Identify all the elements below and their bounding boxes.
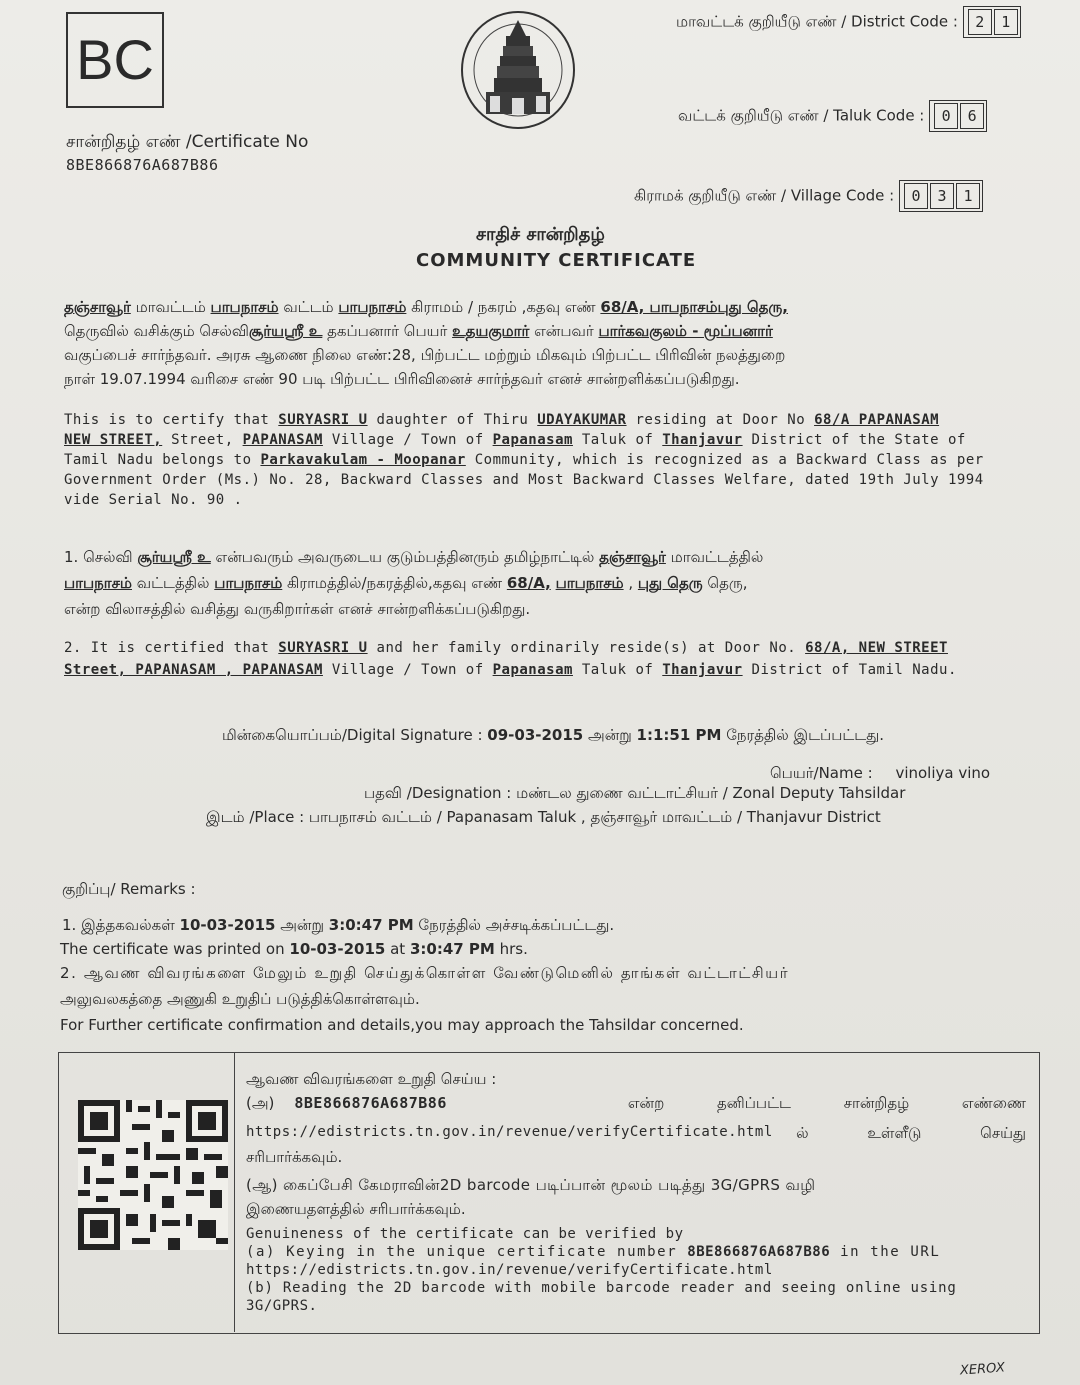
father-name: UDAYAKUMAR bbox=[537, 412, 627, 428]
father-name: உதயகுமார் bbox=[452, 322, 530, 340]
english-para-line: vide Serial No. 90 . bbox=[64, 492, 243, 508]
text: Street, bbox=[162, 432, 243, 448]
tamil-para-line bbox=[64, 322, 1044, 342]
tamil-nadu-emblem-icon bbox=[458, 8, 578, 138]
address: 68/A, NEW STREET bbox=[805, 640, 948, 656]
print-time: 3:0:47 PM bbox=[409, 940, 495, 958]
remark-print-english bbox=[60, 940, 528, 958]
remarks-label: குறிப்பு/ Remarks : bbox=[62, 880, 196, 898]
english-para-line: Government Order (Ms.) No. 28, Backward Classes and Most Backward Classes Welfare, dated 19th July 1994 bbox=[64, 472, 984, 488]
tamil-para-line: நாள் 19.07.1994 வரிசை எண் 90 படி பிற்பட்ட பிரிவினைச் சார்ந்தவர் எனச் சான்றளிக்கப்படுகிறது. bbox=[64, 370, 740, 388]
taluk-code-row bbox=[678, 100, 987, 132]
text: Taluk of bbox=[572, 662, 663, 678]
text: Village / Town of bbox=[322, 432, 493, 448]
community-name: பார்கவகுலம் - மூப்பனார் bbox=[598, 322, 773, 340]
text: மாவட்டத்தில் bbox=[665, 548, 764, 566]
signatory-name: vinoliya vino bbox=[895, 764, 991, 782]
code-digit: 0 bbox=[904, 183, 928, 209]
verify-line: சரிபார்க்கவும். bbox=[246, 1148, 343, 1166]
text: at bbox=[385, 940, 410, 958]
community-name: Parkavakulam - Moopanar bbox=[260, 452, 466, 468]
district-code-label: மாவட்டக் குறியீடு எண் / District Code : bbox=[676, 12, 958, 31]
verify-english-line: 3G/GPRS. bbox=[246, 1298, 318, 1314]
verify-line: இணையதளத்தில் சரிபார்க்கவும். bbox=[246, 1200, 466, 1218]
category-badge: BC bbox=[66, 12, 164, 108]
address: 68/A, பாபநாசம்புது தெரு, bbox=[600, 298, 788, 316]
taluk-name: Papanasam bbox=[492, 662, 573, 678]
taluk-code-label: வட்டக் குறியீடு எண் / Taluk Code : bbox=[678, 106, 925, 125]
text: (அ) bbox=[246, 1094, 275, 1112]
english-para-line bbox=[64, 432, 1044, 448]
street-name: Street, PAPANASAM , PAPANASAM bbox=[64, 662, 323, 678]
tamil-para-line bbox=[64, 298, 1044, 318]
signature-time: 1:1:51 PM bbox=[636, 726, 722, 744]
verify-english-line bbox=[246, 1244, 940, 1260]
english-para-line bbox=[64, 452, 1044, 468]
signature-date: 09-03-2015 bbox=[487, 726, 584, 744]
code-digit: 3 bbox=[930, 183, 954, 209]
text: This is to certify that bbox=[64, 412, 279, 428]
name-label: பெயர்/Name : bbox=[770, 764, 873, 782]
text: தெருவில் வசிக்கும் செல்வி bbox=[64, 322, 249, 340]
district-code-row bbox=[676, 6, 1021, 38]
title-tamil: சாதிச் சான்றிதழ் bbox=[476, 224, 605, 245]
place-line: இடம் /Place : பாபநாசம் வட்டம் / Papanasam Taluk , தஞ்சாவூர் மாவட்டம் / Thanjavur District bbox=[206, 808, 881, 826]
text: in the URL bbox=[830, 1244, 941, 1260]
text: என்பவர் bbox=[529, 322, 599, 340]
code-digit: 1 bbox=[956, 183, 980, 209]
district-name: தஞ்சாவூர் bbox=[599, 548, 666, 566]
verification-divider bbox=[234, 1052, 235, 1332]
verify-heading: ஆவண விவரங்களை உறுதி செய்ய : bbox=[246, 1070, 497, 1088]
street-name: NEW STREET, bbox=[64, 432, 163, 448]
area-name: பாபநாசம் bbox=[555, 574, 624, 592]
certificate-no-label: சான்றிதழ் எண் /Certificate No bbox=[66, 132, 309, 152]
code-digit: 0 bbox=[934, 103, 958, 129]
text: District of Tamil Nadu. bbox=[742, 662, 957, 678]
text: and her family ordinarily reside(s) at Door No. bbox=[367, 640, 806, 656]
text: ல் உள்ளீடு செய்து bbox=[796, 1124, 1026, 1142]
residence-english-line bbox=[64, 662, 1044, 678]
verify-english-line: (b) Reading the 2D barcode with mobile barcode reader and seeing online using bbox=[246, 1280, 957, 1296]
verify-english-line: Genuineness of the certificate can be verified by bbox=[246, 1226, 684, 1242]
verify-url[interactable]: https://edistricts.tn.gov.in/revenue/verifyCertificate.html bbox=[246, 1124, 773, 1140]
village-code-boxes bbox=[899, 180, 983, 212]
text: Taluk of bbox=[572, 432, 663, 448]
text: , bbox=[623, 574, 638, 592]
code-digit: 2 bbox=[968, 9, 992, 35]
title-english: COMMUNITY CERTIFICATE bbox=[416, 250, 697, 271]
handwritten-note: XEROX bbox=[959, 1360, 1006, 1379]
holder-name: SURYASRI U bbox=[278, 640, 368, 656]
print-date: 10-03-2015 bbox=[289, 940, 386, 958]
district-name: Thanjavur bbox=[662, 662, 743, 678]
district-name: Thanjavur bbox=[662, 432, 743, 448]
certificate-no: 8BE866876A687B86 bbox=[66, 156, 219, 174]
district-code-boxes bbox=[963, 6, 1021, 38]
village-name: PAPANASAM bbox=[242, 432, 323, 448]
text: Tamil Nadu belongs to bbox=[64, 452, 261, 468]
code-digit: 1 bbox=[994, 9, 1018, 35]
text: மாவட்டம் bbox=[130, 298, 211, 316]
village-code-row bbox=[634, 180, 983, 212]
residence-tamil-line bbox=[64, 548, 1044, 568]
certificate-number: 8BE866876A687B86 bbox=[294, 1094, 447, 1112]
qr-code-icon bbox=[78, 1100, 228, 1250]
verify-url-row bbox=[246, 1124, 1026, 1144]
taluk-name: பாபநாசம் bbox=[64, 574, 132, 592]
taluk-name: Papanasam bbox=[492, 432, 573, 448]
village-name: பாபநாசம் bbox=[338, 298, 407, 316]
text: The certificate was printed on bbox=[60, 940, 290, 958]
text: அன்று bbox=[583, 726, 637, 744]
text: Village / Town of bbox=[322, 662, 493, 678]
text: (a) Keying in the unique certificate number bbox=[246, 1244, 688, 1260]
text: நேரத்தில் இடப்பட்டது. bbox=[721, 726, 885, 744]
remark-print-tamil bbox=[62, 916, 614, 936]
certificate-number: 8BE866876A687B86 bbox=[687, 1244, 831, 1260]
designation-line: பதவி /Designation : மண்டல துணை வட்டாட்சியர் / Zonal Deputy Tahsildar bbox=[364, 784, 906, 802]
text: Community, which is recognized as a Backward Class as per bbox=[465, 452, 984, 468]
text: தகப்பனார் பெயர் bbox=[322, 322, 453, 340]
taluk-name: பாபநாசம் bbox=[210, 298, 279, 316]
text: கிராமத்தில்/நகரத்தில்,கதவு எண் bbox=[282, 574, 507, 592]
english-para-line bbox=[64, 412, 1044, 428]
district-name: தஞ்சாவூர் bbox=[64, 298, 131, 316]
door-no: 68/A, bbox=[506, 574, 551, 592]
village-code-label: கிராமக் குறியீடு எண் / Village Code : bbox=[634, 186, 895, 205]
text: residing at Door No bbox=[626, 412, 815, 428]
tamil-para-line: வகுப்பைச் சார்ந்தவர். அரசு ஆணை நிலை எண்:28, பிற்பட்ட மற்றும் மிகவும் பிற்பட்ட பிரிவின் நலத்துறை bbox=[64, 346, 786, 364]
remark-line: For Further certificate confirmation and details,you may approach the Tahsildar concerned. bbox=[60, 1016, 744, 1034]
print-date: 10-03-2015 bbox=[179, 916, 276, 934]
text: கிராமம் / நகரம் ,கதவு எண் bbox=[406, 298, 601, 316]
text: District of the State of bbox=[742, 432, 966, 448]
verify-step-a bbox=[246, 1094, 1026, 1114]
text: 1. செல்வி bbox=[64, 548, 138, 566]
verify-url-english[interactable]: https://edistricts.tn.gov.in/revenue/verifyCertificate.html bbox=[246, 1262, 773, 1278]
remark-line: அலுவலகத்தை அணுகி உறுதிப் படுத்திக்கொள்ளவும். bbox=[60, 990, 420, 1008]
text: daughter of Thiru bbox=[367, 412, 538, 428]
holder-name: சூர்யஸ்ரீ உ bbox=[137, 548, 211, 566]
residence-english-line bbox=[64, 640, 1044, 656]
text: hrs. bbox=[494, 940, 528, 958]
text: 2. It is certified that bbox=[64, 640, 279, 656]
address: 68/A PAPANASAM bbox=[814, 412, 940, 428]
taluk-code-boxes bbox=[929, 100, 987, 132]
residence-tamil-line bbox=[64, 574, 1044, 594]
verify-step-b: (ஆ) கைப்பேசி கேமராவின்2D barcode படிப்பான் மூலம் படித்து 3G/GPRS வழி bbox=[246, 1176, 816, 1194]
text: வட்டத்தில் bbox=[132, 574, 215, 592]
text: அன்று bbox=[275, 916, 329, 934]
text: மின்கையொப்பம்/Digital Signature : bbox=[222, 726, 488, 744]
residence-tamil-line: என்ற விலாசத்தில் வசித்து வருகிறார்கள் எனச் சான்றளிக்கப்படுகிறது. bbox=[64, 600, 531, 618]
text: தெரு, bbox=[702, 574, 748, 592]
text: வட்டம் bbox=[278, 298, 339, 316]
holder-name: SURYASRI U bbox=[278, 412, 368, 428]
text: நேரத்தில் அச்சடிக்கப்பட்டது. bbox=[413, 916, 615, 934]
village-name: பாபநாசம் bbox=[214, 574, 283, 592]
text: என்பவரும் அவருடைய குடும்பத்தினரும் தமிழ்நாட்டில் bbox=[210, 548, 600, 566]
digital-signature-line bbox=[222, 726, 884, 746]
text: 1. இத்தகவல்கள் bbox=[62, 916, 180, 934]
street-name: புது தெரு bbox=[637, 574, 703, 592]
print-time: 3:0:47 PM bbox=[328, 916, 414, 934]
signatory-name-row bbox=[770, 764, 990, 784]
remark-line: 2. ஆவண விவரங்களை மேலும் உறுதி செய்துக்கொள்ள வேண்டுமெனில் தாங்கள் வட்டாட்சியர் bbox=[60, 964, 790, 982]
text: என்ற தனிப்பட்ட சான்றிதழ் எண்ணை bbox=[627, 1094, 1026, 1112]
code-digit: 6 bbox=[960, 103, 984, 129]
holder-name: சூர்யஸ்ரீ உ bbox=[248, 322, 323, 340]
